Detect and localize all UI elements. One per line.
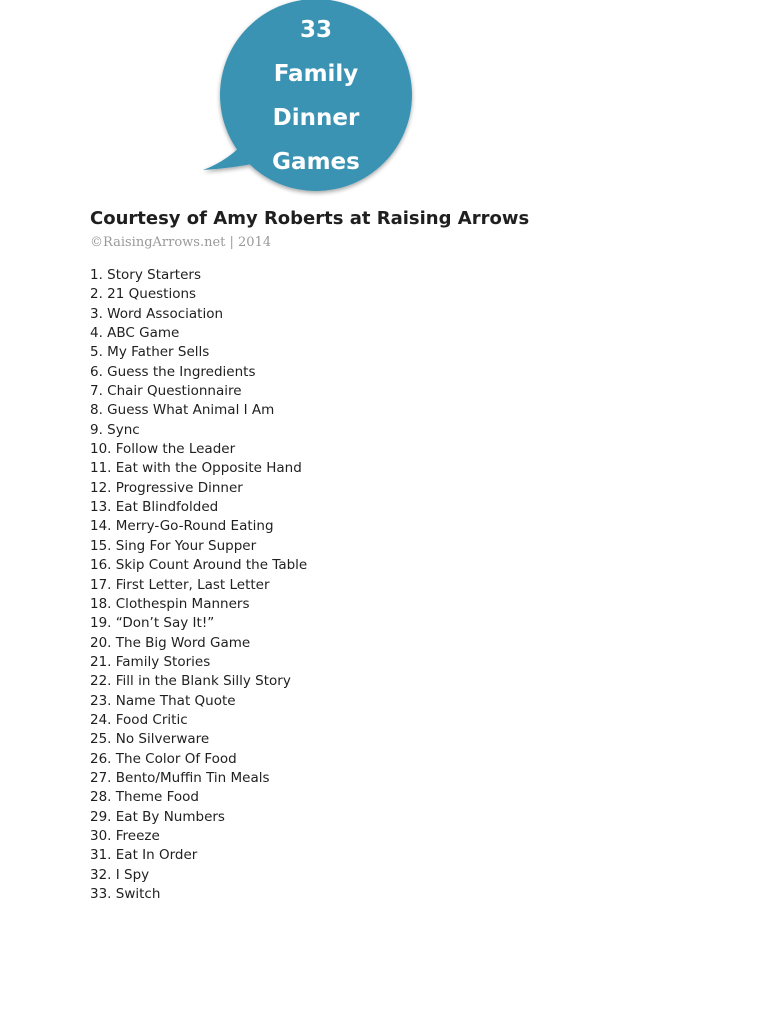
list-item: 5. My Father Sells [90,344,210,361]
list-item: 13. Eat Blindfolded [90,499,219,516]
list-item: 1. Story Starters [90,267,201,283]
bubble-line-games: Games [272,149,360,175]
list-item: 23. Name That Quote [90,692,236,709]
list-item: 31. Eat In Order [90,847,198,864]
list-item: 4. ABC Game [90,325,180,342]
list-item: 25. No Silverware [90,731,210,748]
list-item: 2. 21 Questions [90,286,197,303]
list-item: 8. Guess What Animal I Am [90,402,275,419]
bubble-line-dinner: Dinner [272,105,360,131]
list-item: 12. Progressive Dinner [90,479,243,496]
list-item: 9. Sync [90,421,140,438]
list-item: 16. Skip Count Around the Table [90,557,308,574]
list-item: 17. First Letter, Last Letter [90,576,270,593]
list-item: 3. Word Association [90,305,224,322]
list-item: 10. Follow the Leader [90,441,236,458]
game-list [90,266,307,904]
copyright-line: ©RaisingArrows.net | 2014 [90,235,272,250]
list-item: 29. Eat By Numbers [90,808,225,825]
bubble-line-number: 33 [299,17,332,43]
list-item: 26. The Color Of Food [90,750,237,767]
list-item: 28. Theme Food [90,789,199,806]
list-item: 33. Switch [90,886,161,902]
list-item: 15. Sing For Your Supper [90,537,257,554]
list-item: 22. Fill in the Blank Silly Story [90,673,291,690]
list-item: 24. Food Critic [90,711,188,728]
list-item: 19. “Don’t Say It!” [90,615,215,632]
list-item: 30. Freeze [90,827,160,844]
speech-bubble [200,0,420,200]
list-item: 20. The Big Word Game [90,634,251,651]
list-item: 11. Eat with the Opposite Hand [90,460,302,477]
page-heading: Courtesy of Amy Roberts at Raising Arrows [90,208,530,229]
list-item: 7. Chair Questionnaire [90,383,242,400]
list-item: 32. I Spy [90,866,150,883]
list-item: 18. Clothespin Manners [90,595,250,612]
list-item: 14. Merry-Go-Round Eating [90,518,274,535]
bubble-line-family: Family [273,61,359,87]
list-item: 27. Bento/Muffin Tin Meals [90,769,270,786]
list-item: 6. Guess the Ingredients [90,363,256,380]
bubble-title [218,8,414,184]
list-item: 21. Family Stories [90,653,211,670]
